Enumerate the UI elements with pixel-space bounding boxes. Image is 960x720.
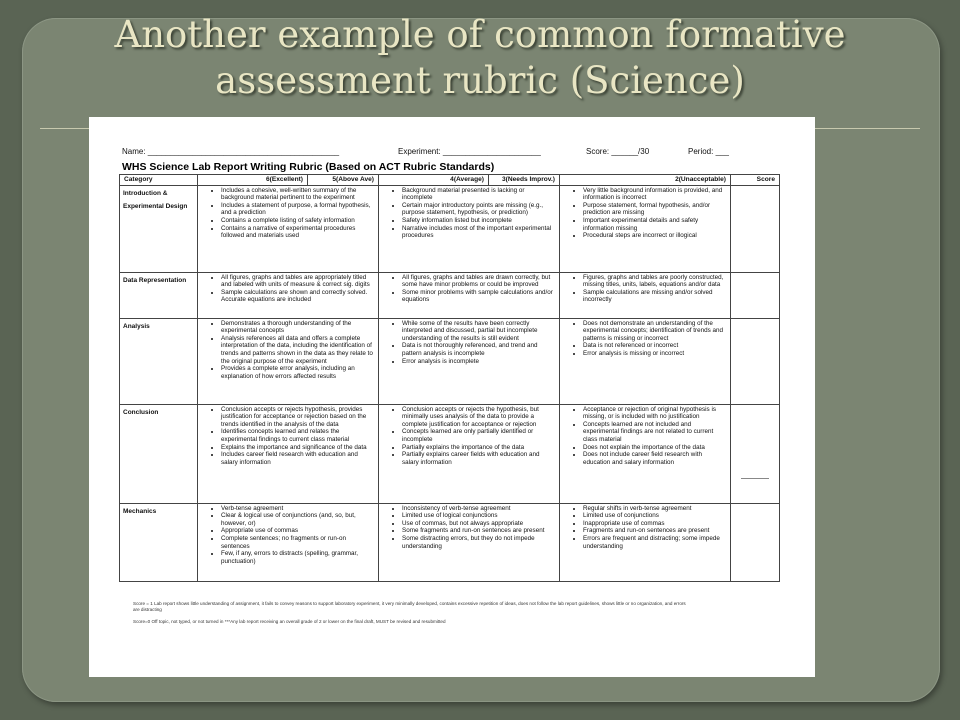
criterion: • Limited use of conjunctions: [583, 512, 727, 520]
criterion: • Sample calculations are missing and/or solved incorrectly: [583, 289, 727, 304]
criterion: • Regular shifts in verb-tense agreement: [583, 505, 727, 513]
criterion: • Error analysis is incomplete: [402, 358, 556, 366]
criterion: • While some of the results have been correctly interpreted and discussed, partial but incomplete understanding of the results is still evident: [402, 320, 556, 343]
criterion: • Includes a cohesive, well-written summary of the background material pertinent to the experiment: [221, 187, 375, 202]
criterion: • Verb-tense agreement: [221, 505, 375, 513]
criterion: • Error analysis is missing or incorrect: [583, 350, 727, 358]
category-label: Introduction & Experimental Design: [120, 185, 198, 272]
criterion: • Concepts learned are only partially identified or incomplete: [402, 428, 556, 443]
criterion: • Identifies concepts learned and relates the experimental findings to current class material: [221, 428, 375, 443]
criterion: • Procedural steps are incorrect or illogical: [583, 232, 727, 240]
average-cell: [379, 503, 560, 581]
criterion: • Narrative includes most of the important experimental procedures: [402, 225, 556, 240]
criterion: • Very little background information is provided, and information is incorrect: [583, 187, 727, 202]
average-cell: [379, 318, 560, 404]
criterion: • Sample calculations are shown and correctly solved. Accurate equations are included: [221, 289, 375, 304]
excellent-cell: [198, 318, 379, 404]
rubric-row: [120, 272, 780, 318]
criterion: • Contains a narrative of experimental procedures followed and materials used: [221, 225, 375, 240]
criterion: • Background material presented is lacking or incomplete: [402, 187, 556, 202]
column-header: 2(Unacceptable): [560, 175, 731, 186]
criterion: • Some fragments and run-on sentences are present: [402, 527, 556, 535]
footnote-score-1: Score = 1 Lab report shows little understanding of assignment, it fails to convey reasons to support laboratory experiment, it very minimally developed, contains excessive repetition of ideas, does not follow the lab report guidelines, shows little or no organization, and errors are distracting: [133, 601, 686, 612]
criterion: • Fragments and run-on sentences are present: [583, 527, 727, 535]
criterion: • Figures, graphs and tables are poorly constructed, missing titles, units, labels, equations and/or data: [583, 274, 727, 289]
criterion: • Use of commas, but not always appropriate: [402, 520, 556, 528]
criterion: • Errors are frequent and distracting; some impede understanding: [583, 535, 727, 550]
unacceptable-cell: [560, 503, 731, 581]
criterion: • Data is not referenced or incorrect: [583, 342, 727, 350]
criterion: • Acceptance or rejection of original hypothesis is missing, or is included with no justification: [583, 406, 727, 421]
name-field: Name: ___________________________________________: [122, 147, 340, 156]
criterion: • All figures, graphs and tables are drawn correctly, but some have minor problems or could be improved: [402, 274, 556, 289]
category-label: Analysis: [120, 318, 198, 404]
criterion: • Clear & logical use of conjunctions (and, so, but, however, or): [221, 512, 375, 527]
rubric-row: [120, 404, 780, 503]
criterion: • Data is not thoroughly referenced, and trend and pattern analysis is incomplete: [402, 342, 556, 357]
criterion: • Explains the importance and significance of the data: [221, 444, 375, 452]
unacceptable-cell: [560, 404, 731, 503]
rubric-header-row: [120, 175, 780, 186]
score-cell: [731, 272, 780, 318]
rubric-row: [120, 318, 780, 404]
score-cell: [731, 503, 780, 581]
criterion: • Safety information listed but incomplete: [402, 217, 556, 225]
criterion: • Concepts learned are not included and experimental findings are not related to current class material: [583, 421, 727, 444]
rubric-row: [120, 503, 780, 581]
criterion: • Analysis references all data and offers a complete interpretation of the data, including the identification of trends and patterns shown in the data as they relate to the original purpose of the experiment: [221, 335, 375, 365]
slide-title: Another example of common formative assessment rubric (Science): [114, 13, 846, 102]
rubric-title: WHS Science Lab Report Writing Rubric (Based on ACT Rubric Standards): [122, 161, 495, 173]
unacceptable-cell: [560, 272, 731, 318]
column-header: Score: [731, 175, 780, 186]
criterion: • Inconsistency of verb-tense agreement: [402, 505, 556, 513]
criterion: • Inappropriate use of commas: [583, 520, 727, 528]
experiment-field: Experiment: ______________________: [398, 147, 541, 156]
rubric-row: [120, 185, 780, 272]
unacceptable-cell: [560, 185, 731, 272]
criterion: • Contains a complete listing of safety information: [221, 217, 375, 225]
criterion: • Purpose statement, formal hypothesis, and/or prediction are missing: [583, 202, 727, 217]
criterion: • Conclusion accepts or rejects hypothesis, provides justification for acceptance or rejection based on the trends identified in the analysis of the data: [221, 406, 375, 429]
criterion: • Does not include career field research with education and salary information: [583, 451, 727, 466]
score-cell: [731, 404, 780, 503]
criterion: • Provides a complete error analysis, including an explanation of how errors affected results: [221, 365, 375, 380]
criterion: • Does not explain the importance of the data: [583, 444, 727, 452]
excellent-cell: [198, 404, 379, 503]
period-field: Period: ___: [688, 147, 729, 156]
criterion: • Limited use of logical conjunctions: [402, 512, 556, 520]
column-header: 3(Needs Improv.): [489, 175, 560, 186]
score-field: Score: ______/30: [586, 147, 650, 156]
column-header: Category: [120, 175, 198, 186]
column-header: 5(Above Ave): [308, 175, 379, 186]
criterion: • Does not demonstrate an understanding of the experimental concepts; identification of trends and patterns is missing or incorrect: [583, 320, 727, 343]
rubric-document-image: [89, 117, 815, 677]
average-cell: [379, 272, 560, 318]
criterion: • Some minor problems with sample calculations and/or equations: [402, 289, 556, 304]
criterion: • Appropriate use of commas: [221, 527, 375, 535]
rubric-table: [119, 174, 780, 582]
criterion: • Some distracting errors, but they do not impede understanding: [402, 535, 556, 550]
criterion: • Important experimental details and safety information missing: [583, 217, 727, 232]
column-header: 4(Average): [379, 175, 489, 186]
criterion: • Includes a statement of purpose, a formal hypothesis, and a prediction: [221, 202, 375, 217]
criterion: • Complete sentences; no fragments or run-on sentences: [221, 535, 375, 550]
footnote-score-0: Score=0 Off topic, not typed, or not turned in ***Any lab report receiving an overall grade of 2 or lower on the final draft, MUST be revised and resubmitted: [133, 619, 446, 624]
excellent-cell: [198, 185, 379, 272]
score-cell: [731, 318, 780, 404]
criterion: • Certain major introductory points are missing (e.g., purpose statement, hypothesis, or prediction): [402, 202, 556, 217]
excellent-cell: [198, 503, 379, 581]
score-blank-line: [741, 478, 769, 479]
score-cell: [731, 185, 780, 272]
criterion: • Conclusion accepts or rejects the hypothesis, but minimally uses analysis of the data to provide a complete justification for acceptance or rejection: [402, 406, 556, 429]
average-cell: [379, 185, 560, 272]
criterion: • Partially explains career fields with education and salary information: [402, 451, 556, 466]
criterion: • Demonstrates a thorough understanding of the experimental concepts: [221, 320, 375, 335]
unacceptable-cell: [560, 318, 731, 404]
criterion: • Includes career field research with education and salary information: [221, 451, 375, 466]
column-header: 6(Excellent): [198, 175, 308, 186]
criterion: • Few, if any, errors to distracts (spelling, grammar, punctuation): [221, 550, 375, 565]
excellent-cell: [198, 272, 379, 318]
average-cell: [379, 404, 560, 503]
category-label: Mechanics: [120, 503, 198, 581]
category-label: Data Representation: [120, 272, 198, 318]
category-label: Conclusion: [120, 404, 198, 503]
criterion: • Partially explains the importance of the data: [402, 444, 556, 452]
criterion: • All figures, graphs and tables are appropriately titled and labeled with units of measure & correct sig. digits: [221, 274, 375, 289]
